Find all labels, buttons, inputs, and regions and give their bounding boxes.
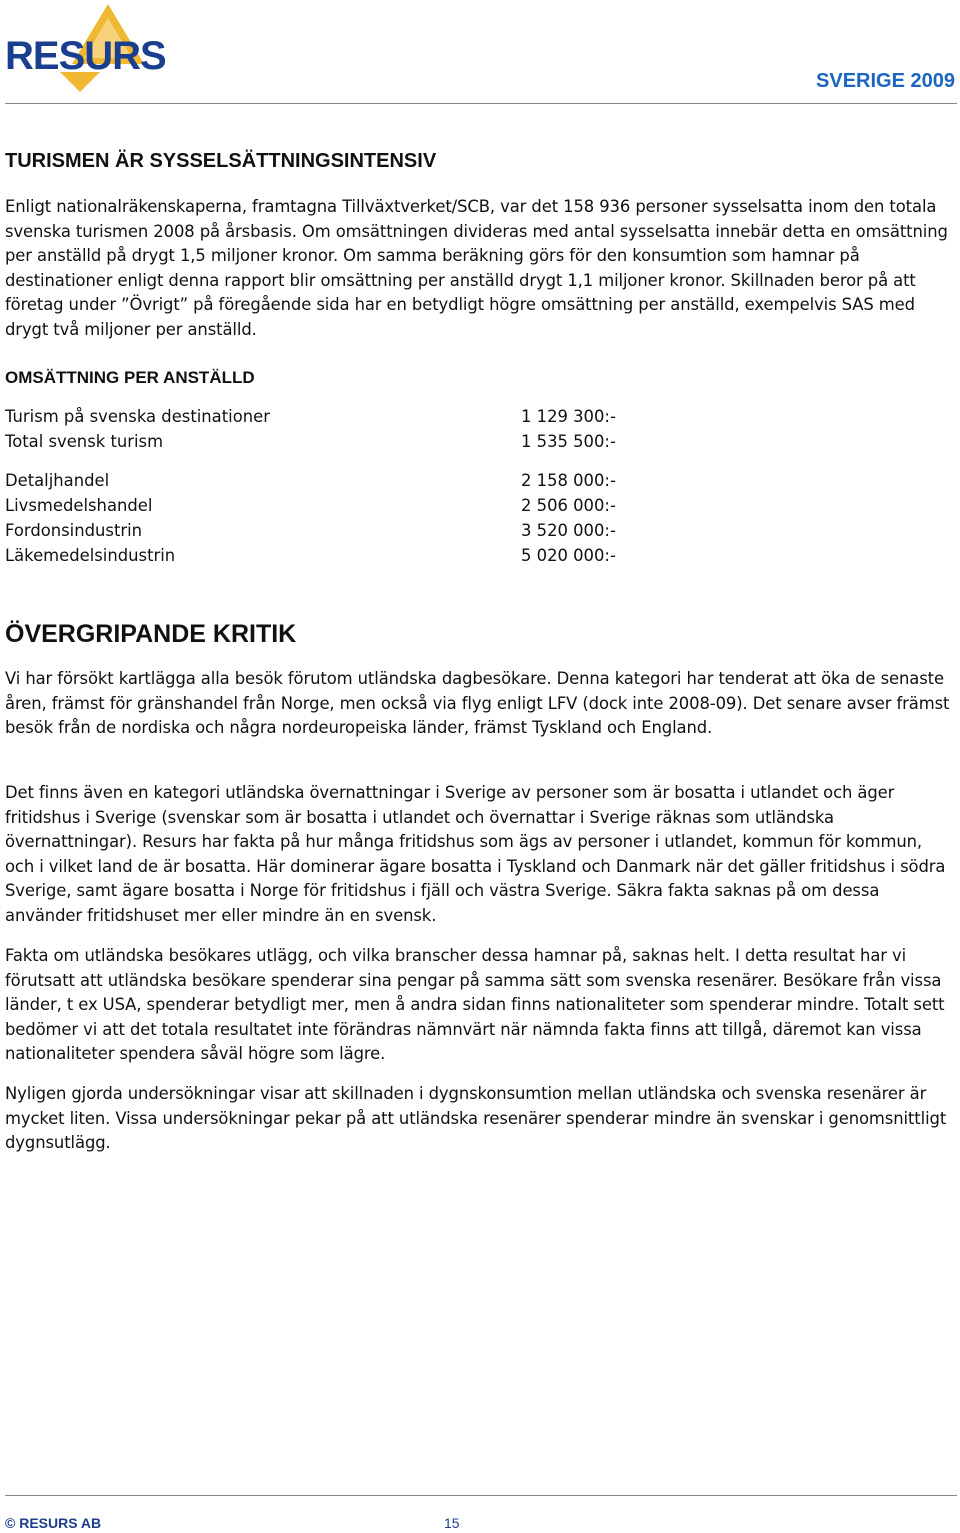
page-number: 15	[444, 1515, 460, 1531]
paragraph-criticism-3: Fakta om utländska besökares utlägg, och vilka branscher dessa hamnar på, saknas helt. I detta resultat har vi förutsatt att utländska besökare spenderar sina pengar på samma sätt som svenska resenärer. Besökare från vissa länder, t ex USA, spenderar betydligt mer, men å andra sidan finns nationaliteter som spenderar mindre. Totalt sett bedömer vi att det totala resultatet inte förändras nämnvärt när nämnda fakta finns att tillgå, däremot kan vissa nationaliteter spendera såväl högre som lägre.	[5, 946, 945, 1064]
header-divider	[5, 103, 957, 104]
section-heading-turnover: OMSÄTTNING PER ANSTÄLLD	[5, 368, 255, 387]
row-label: Turism på svenska destinationer	[5, 407, 270, 426]
table-row	[5, 432, 705, 457]
row-label: Total svensk turism	[5, 432, 164, 451]
paragraph-criticism-2: Det finns även en kategori utländska övernattningar i Sverige av personer som är bosatta i utlandet och äger fritidshus i Sverige (svenskar som är bosatta i utlandet och övernattar i Sverige räknas som utländska övernattningar). Resurs har fakta på hur många fritidshus som ägs av personer i utlandet, kommun för kommun, och i vilket land de är bosatta. Här dominerar ägare bosatta i Tyskland och Danmark när det gäller fritidshus i södra Sverige, samt ägare bosatta i Norge för fritidshus i fjäll och västra Sverige. Säkra fakta saknas på om dessa använder fritidshuset mer eller mindre än en svensk.	[5, 783, 946, 925]
row-value: 5 020 000:-	[521, 546, 616, 565]
row-value: 1 129 300:-	[521, 407, 616, 426]
edition-label: SVERIGE 2009	[816, 70, 955, 92]
table-row	[5, 407, 705, 432]
row-value: 2 506 000:-	[521, 496, 616, 515]
page-header	[0, 0, 960, 106]
footer-company: © RESURS AB	[5, 1515, 102, 1531]
row-value: 2 158 000:-	[521, 471, 616, 490]
row-value: 1 535 500:-	[521, 432, 616, 451]
paragraph-criticism-4: Nyligen gjorda undersökningar visar att skillnaden i dygnskonsumtion mellan utländska och svenska resenärer är mycket liten. Vissa undersökningar pekar på att utländska resenärer spenderar mindre än svenskar i genomsnittligt dygnsutlägg.	[5, 1084, 947, 1153]
table-row	[5, 546, 705, 571]
row-label: Livsmedelshandel	[5, 496, 153, 515]
row-value: 3 520 000:-	[521, 521, 616, 540]
table-row	[5, 496, 705, 521]
row-label: Detaljhandel	[5, 471, 110, 490]
logo-text: RESURS	[5, 34, 166, 78]
table-row	[5, 521, 705, 546]
paragraph-criticism-1: Vi har försökt kartlägga alla besök förutom utländska dagbesökare. Denna kategori har tenderat att öka de senaste åren, främst för gränshandel från Norge, men också via flyg enligt LFV (dock inte 2008-09). Det senare avser främst besök från de nordiska och några nordeuropeiska länder, främst Tyskland och England.	[5, 669, 950, 738]
section-heading-employment: TURISMEN ÄR SYSSELSÄTTNINGSINTENSIV	[5, 150, 437, 172]
resurs-logo	[0, 0, 166, 100]
row-label: Läkemedelsindustrin	[5, 546, 176, 565]
row-label: Fordonsindustrin	[5, 521, 143, 540]
paragraph-employment: Enligt nationalräkenskaperna, framtagna Tillväxtverket/SCB, var det 158 936 personer sysselsatta inom den totala svenska turismen 2008 på årsbasis. Om omsättningen divideras med antal sysselsatta innebär detta en omsättning per anställd på drygt 1,5 miljoner kronor. Om samma beräkning görs för den konsumtion som hamnar på destinationer enligt denna rapport blir omsättning per anställd drygt 1,1 miljoner kronor. Skillnaden beror på att företag under ”Övrigt” på föregående sida har en betydligt högre omsättning per anställd, exempelvis SAS med drygt två miljoner per anställd.	[5, 197, 948, 339]
table-row	[5, 471, 705, 496]
section-heading-criticism: ÖVERGRIPANDE KRITIK	[5, 620, 297, 648]
footer-divider	[5, 1495, 957, 1496]
